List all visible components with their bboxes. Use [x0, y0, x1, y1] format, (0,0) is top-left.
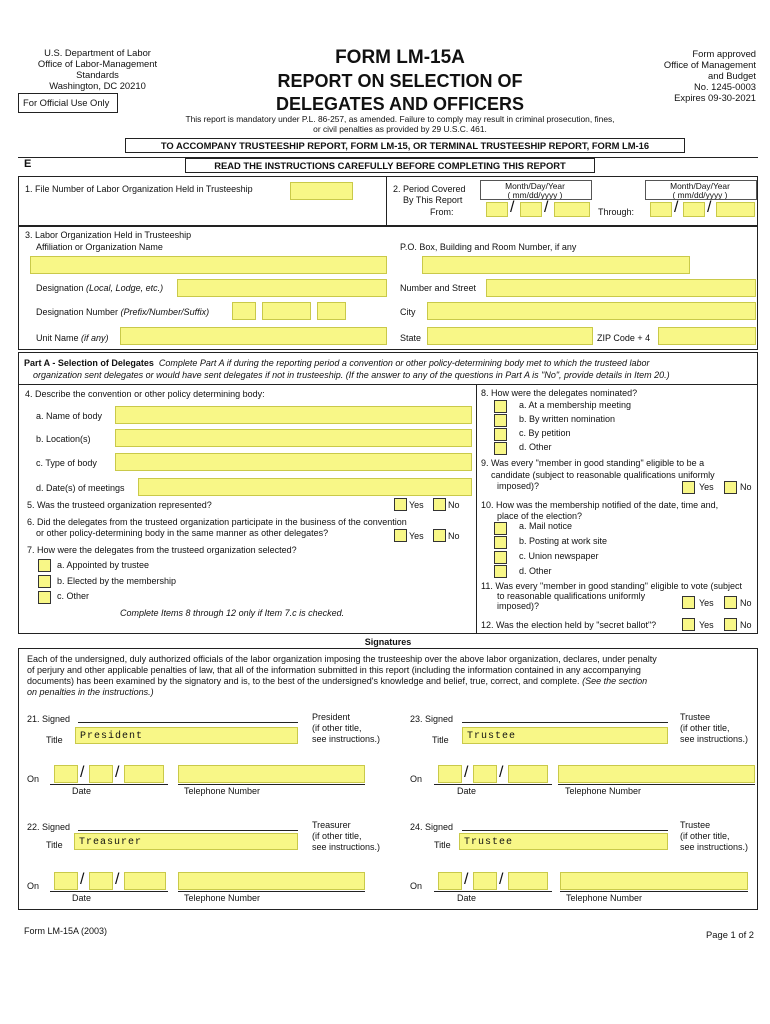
through-hint-box [645, 180, 757, 200]
title-label: Title [46, 735, 63, 745]
q8-label: 8. How were the delegates nominated? [481, 388, 638, 398]
q10d-label: d. Other [519, 566, 552, 576]
telephone-label: Telephone Number [566, 893, 643, 903]
sig23-month-input[interactable] [438, 765, 462, 783]
sig-para4: on penalties in the instructions.) [27, 687, 154, 697]
date-separator: / [499, 871, 504, 888]
through-month-input[interactable] [650, 202, 672, 217]
state-input[interactable] [427, 327, 593, 345]
unit-name-text: Unit Name [36, 333, 82, 343]
from-label: From: [430, 207, 454, 217]
report-title-line1: REPORT ON SELECTION OF [277, 71, 523, 91]
q10-label1: 10. How was the membership notified of the date, time and, [481, 500, 719, 510]
sig22-phone-input[interactable] [178, 872, 365, 890]
q5-yes-checkbox[interactable] [394, 498, 407, 511]
q11-label2: to reasonable qualifications uniformly [497, 591, 646, 601]
q12-yes-checkbox[interactable] [682, 618, 695, 631]
q11-no-checkbox[interactable] [724, 596, 737, 609]
sig22-day-input[interactable] [89, 872, 113, 890]
agency-line: Standards [76, 69, 119, 80]
designation-label [36, 283, 163, 294]
designation-prefix-input[interactable] [232, 302, 256, 320]
title-label: Title [432, 735, 449, 745]
number-street-label: Number and Street [400, 283, 477, 293]
sig23-note [680, 712, 748, 745]
sig24-phone-input[interactable] [560, 872, 748, 890]
sig-para1: Each of the undersigned, duly authorized officials of the labor organization imposing the trusteeship over the above labor organization, declares, under penalty [27, 654, 657, 664]
date-separator: / [510, 199, 515, 216]
file-number-input[interactable] [290, 182, 353, 200]
sig24-note-line: Trustee [680, 820, 711, 830]
yes-label: Yes [409, 531, 424, 541]
through-year-input[interactable] [716, 202, 755, 217]
sig23-title-input[interactable]: Trustee [462, 727, 668, 744]
q8c-checkbox[interactable] [494, 428, 507, 441]
read-instructions: READ THE INSTRUCTIONS CAREFULLY BEFORE COMPLETING THIS REPORT [214, 160, 566, 171]
zip-input[interactable] [658, 327, 756, 345]
item1-label: 1. File Number of Labor Organization Held in Trusteeship [25, 184, 253, 194]
report-title-line2: DELEGATES AND OFFICERS [275, 94, 524, 114]
sig24-note-line: see instructions.) [680, 842, 749, 852]
sig22-month-input[interactable] [54, 872, 78, 890]
agency-line: U.S. Department of Labor [44, 47, 151, 58]
on-label: On [410, 881, 423, 891]
designation-suffix-input[interactable] [317, 302, 346, 320]
date-separator: / [674, 199, 679, 216]
sig21-note [312, 712, 380, 745]
signatures-title: Signatures [364, 637, 412, 647]
sig21-year-input[interactable] [124, 765, 164, 783]
designation-text: Designation [36, 283, 87, 293]
sig24-note [680, 820, 748, 853]
sig22-note-line: (if other title, [312, 831, 362, 841]
pobox-input[interactable] [422, 256, 690, 274]
no-label: No [448, 500, 460, 510]
through-label: Through: [598, 207, 635, 217]
q7c-checkbox[interactable] [38, 591, 51, 604]
sig24-label: 24. Signed [410, 822, 454, 832]
title-label: Title [46, 840, 63, 850]
q8c-label: c. By petition [519, 428, 571, 438]
q9-no-checkbox[interactable] [724, 481, 737, 494]
type-of-body-input[interactable] [115, 453, 472, 471]
on-label: On [27, 881, 40, 891]
approval-line: and Budget [708, 70, 756, 81]
state-label: State [400, 333, 422, 343]
q8b-label: b. By written nomination [519, 414, 616, 424]
designation-number-label [36, 307, 209, 318]
q7c-label: c. Other [57, 591, 90, 601]
q11-label1: 11. Was every "member in good standing" eligible to vote (subject [481, 581, 743, 591]
affiliation-input[interactable] [30, 256, 387, 274]
from-hint-box [480, 180, 592, 200]
date-label: Date [457, 893, 477, 903]
q11-label3: imposed)? [497, 601, 540, 611]
q8d-checkbox[interactable] [494, 442, 507, 455]
q7-label: 7. How were the delegates from the trusteed organization selected? [27, 545, 297, 555]
item3-title: 3. Labor Organization Held in Trusteeship [25, 230, 192, 240]
date-separator: / [544, 199, 549, 216]
q8a-checkbox[interactable] [494, 400, 507, 413]
sig22-note-line: see instructions.) [312, 842, 381, 852]
q7b-label: b. Elected by the membership [57, 576, 177, 586]
mandatory-notice-2: or civil penalties as provided by 29 U.S.C. 461. [313, 124, 487, 134]
meeting-dates-input[interactable] [138, 478, 472, 496]
zip-label: ZIP Code + 4 [597, 333, 651, 343]
item2-label2: By This Report [403, 195, 463, 205]
approval-line: Office of Management [663, 59, 756, 70]
approval-line: Form approved [692, 48, 756, 59]
sig21-note-line: see instructions.) [312, 734, 381, 744]
through-date-hint1: Month/Day/Year [670, 181, 730, 191]
q8d-label: d. Other [519, 442, 552, 452]
q10b-checkbox[interactable] [494, 536, 507, 549]
q9-label1: 9. Was every "member in good standing" eligible to be a [481, 458, 705, 468]
telephone-label: Telephone Number [184, 893, 261, 903]
on-label: On [27, 774, 40, 784]
sig24-day-input[interactable] [473, 872, 497, 890]
date-separator: / [115, 764, 120, 781]
q9-label2: candidate (subject to reasonable qualifications uniformly [491, 470, 715, 480]
e-label: E [24, 158, 32, 170]
part-a-desc2: organization sent delegates or would have sent delegates if not in trusteeship. (If the answer to any of the questions in Part A is "No", provide details in Item 20.) [33, 370, 670, 380]
q6-no-checkbox[interactable] [433, 529, 446, 542]
designation-input[interactable] [177, 279, 387, 297]
name-of-body-input[interactable] [115, 406, 472, 424]
accompany-text: TO ACCOMPANY TRUSTEESHIP REPORT, FORM LM-15, OR TERMINAL TRUSTEESHIP REPORT, FORM LM-16 [160, 140, 650, 151]
official-use-label: For Official Use Only [23, 97, 110, 108]
sig23-label: 23. Signed [410, 714, 454, 724]
q6-yes-checkbox[interactable] [394, 529, 407, 542]
q4-label: 4. Describe the convention or other policy determining body: [25, 389, 265, 399]
sig-para2: of perjury and other applicable penalties of law, that all of the information submitted in this report (including the information contained in any accompanying [27, 665, 641, 675]
q7a-label: a. Appointed by trustee [57, 560, 150, 570]
no-label: No [740, 598, 752, 608]
city-label: City [400, 307, 416, 317]
from-day-input[interactable] [520, 202, 542, 217]
title-label: Title [434, 840, 451, 850]
yes-label: Yes [699, 598, 714, 608]
part-a-title: Part A - Selection of Delegates [24, 358, 154, 368]
q6-label1: 6. Did the delegates from the trusteed organization participate in the business of the convention [27, 517, 407, 527]
yes-label: Yes [699, 482, 714, 492]
sig21-note-line: President [312, 712, 351, 722]
on-label: On [410, 774, 423, 784]
date-separator: / [464, 871, 469, 888]
q7b-checkbox[interactable] [38, 575, 51, 588]
agency-line: Office of Labor-Management [37, 58, 158, 69]
from-year-input[interactable] [554, 202, 590, 217]
sig21-note-line: (if other title, [312, 723, 362, 733]
sig-para3-text: documents) has been examined by the signatory and is, to the best of the undersigned's knowledge and belief, true, correct, and complete. [27, 676, 580, 686]
date-separator: / [115, 871, 120, 888]
part-a-desc1: Complete Part A if during the reporting period a convention or other policy-determining body met to which the trusteed labor [158, 358, 650, 368]
sig24-title-input[interactable]: Trustee [459, 833, 668, 850]
designation-hint: (Local, Lodge, etc.) [86, 283, 164, 293]
date-separator: / [80, 764, 85, 781]
through-day-input[interactable] [683, 202, 705, 217]
item2-label1: 2. Period Covered [393, 184, 466, 194]
sig21-month-input[interactable] [54, 765, 78, 783]
designation-number-input[interactable] [262, 302, 311, 320]
q12-label: 12. Was the election held by "secret ballot"? [481, 620, 657, 630]
q10d-checkbox[interactable] [494, 565, 507, 578]
mandatory-notice-1: This report is mandatory under P.L. 86-257, as amended. Failure to comply may result in criminal prosecution, fines, [185, 114, 615, 124]
sig21-label: 21. Signed [27, 714, 71, 724]
form-title: FORM LM-15A [335, 47, 465, 68]
date-separator: / [707, 199, 712, 216]
number-street-input[interactable] [486, 279, 756, 297]
sig24-month-input[interactable] [438, 872, 462, 890]
approval-line: No. 1245-0003 [693, 81, 756, 92]
q4a-label: a. Name of body [36, 411, 103, 421]
sig22-label: 22. Signed [27, 822, 71, 832]
complete-note: Complete Items 8 through 12 only if Item 7.c is checked. [120, 608, 345, 618]
q8b-checkbox[interactable] [494, 414, 507, 427]
yes-label: Yes [699, 620, 714, 630]
from-date-hint1: Month/Day/Year [505, 181, 565, 191]
q10a-label: a. Mail notice [519, 521, 573, 531]
q4b-label: b. Location(s) [36, 434, 91, 444]
q5-label: 5. Was the trusteed organization represented? [27, 500, 212, 510]
sig24-note-line: (if other title, [680, 831, 730, 841]
q10b-label: b. Posting at work site [519, 536, 608, 546]
sig22-note-line: Treasurer [312, 820, 351, 830]
sig22-title-input[interactable]: Treasurer [74, 833, 298, 850]
part-a-header [24, 358, 650, 369]
sig23-year-input[interactable] [508, 765, 548, 783]
q11-yes-checkbox[interactable] [682, 596, 695, 609]
sig21-phone-input[interactable] [178, 765, 365, 783]
q4c-label: c. Type of body [36, 458, 97, 468]
sig23-note-line: see instructions.) [680, 734, 749, 744]
date-separator: / [499, 764, 504, 781]
q12-no-checkbox[interactable] [724, 618, 737, 631]
unit-name-label [36, 333, 109, 344]
from-month-input[interactable] [486, 202, 508, 217]
q8a-label: a. At a membership meeting [519, 400, 632, 410]
through-date-hint2: ( mm/dd/yyyy ) [672, 190, 728, 200]
q10a-checkbox[interactable] [494, 522, 507, 535]
sig23-note-line: (if other title, [680, 723, 730, 733]
date-label: Date [72, 786, 92, 796]
unit-name-input[interactable] [120, 327, 387, 345]
telephone-label: Telephone Number [184, 786, 261, 796]
no-label: No [448, 531, 460, 541]
date-separator: / [464, 764, 469, 781]
from-date-hint2: ( mm/dd/yyyy ) [507, 190, 563, 200]
sig21-title-input[interactable]: President [75, 727, 298, 744]
q6-label2: or other policy-determining body in the same manner as other delegates? [36, 528, 329, 538]
q9-label3: imposed)? [497, 481, 540, 491]
unit-name-hint: (if any) [81, 333, 109, 343]
designation-number-text: Designation Number [36, 307, 121, 317]
form-footer: Form LM-15A (2003) [24, 926, 108, 936]
agency-line: Washington, DC 20210 [49, 80, 146, 91]
q10c-checkbox[interactable] [494, 551, 507, 564]
sig23-phone-input[interactable] [558, 765, 755, 783]
date-label: Date [72, 893, 92, 903]
approval-line: Expires 09-30-2021 [674, 92, 756, 103]
sig-para3 [27, 676, 647, 687]
sig21-day-input[interactable] [89, 765, 113, 783]
no-label: No [740, 620, 752, 630]
location-input[interactable] [115, 429, 472, 447]
agency-block [20, 47, 175, 91]
date-separator: / [80, 871, 85, 888]
designation-number-hint: (Prefix/Number/Suffix) [120, 307, 210, 317]
city-input[interactable] [427, 302, 756, 320]
yes-label: Yes [409, 500, 424, 510]
sig23-day-input[interactable] [473, 765, 497, 783]
sig23-note-line: Trustee [680, 712, 711, 722]
pobox-label: P.O. Box, Building and Room Number, if any [400, 242, 577, 252]
sig24-year-input[interactable] [508, 872, 548, 890]
sig22-note [312, 820, 380, 853]
q10-label2: place of the election? [497, 511, 583, 521]
q9-yes-checkbox[interactable] [682, 481, 695, 494]
q10c-label: c. Union newspaper [519, 551, 599, 561]
approval-block [600, 48, 756, 103]
affiliation-label: Affiliation or Organization Name [36, 242, 163, 252]
sig22-year-input[interactable] [124, 872, 166, 890]
date-label: Date [457, 786, 477, 796]
q5-no-checkbox[interactable] [433, 498, 446, 511]
telephone-label: Telephone Number [565, 786, 642, 796]
no-label: No [740, 482, 752, 492]
page-number: Page 1 of 2 [706, 929, 754, 940]
q7a-checkbox[interactable] [38, 559, 51, 572]
sig-para3-italic: (See the section [582, 676, 648, 686]
q4d-label: d. Date(s) of meetings [36, 483, 125, 493]
